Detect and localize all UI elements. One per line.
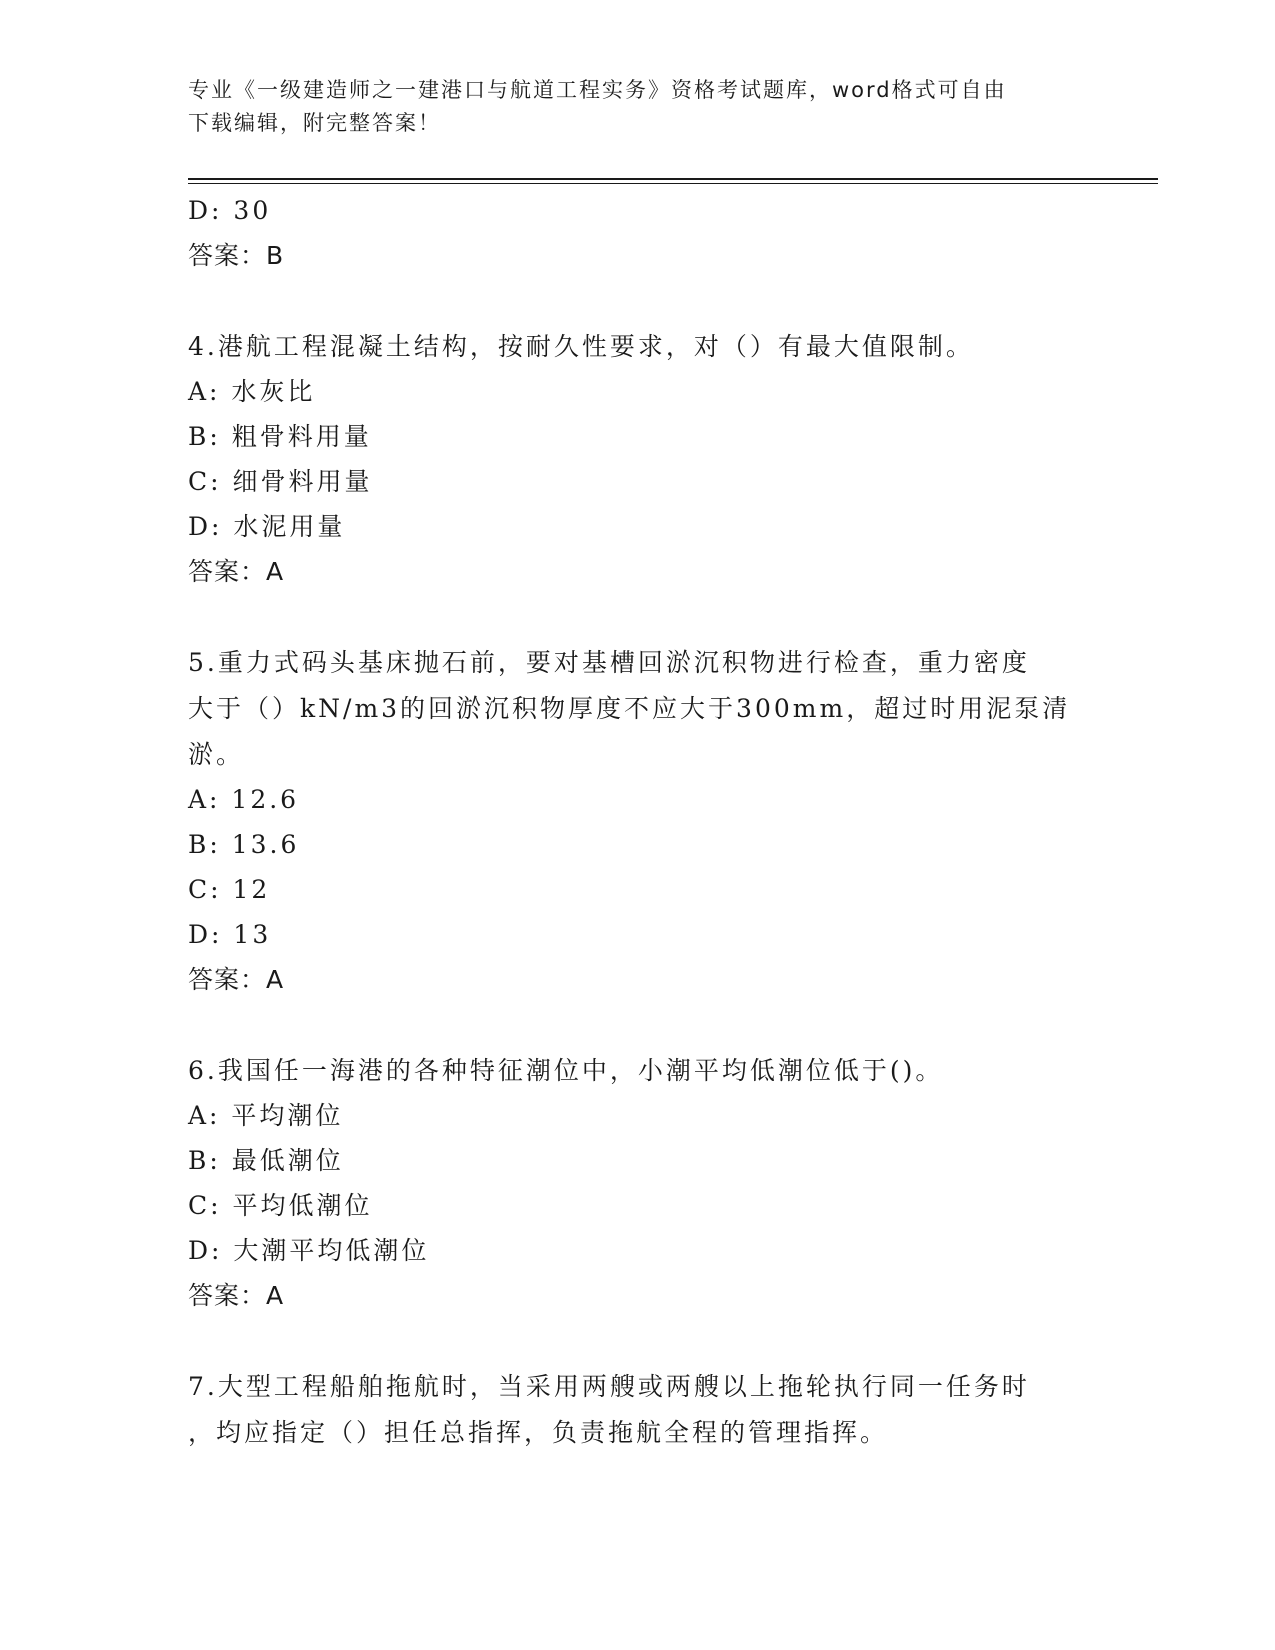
question-stem: 6.我国任一海港的各种特征潮位中，小潮平均低潮位低于()。 [188,1056,944,1085]
question-stem-line: 大于（）kN/m3的回淤沉积物厚度不应大于300mm，超过时用泥泵清 [188,694,1071,723]
question-stem-line: 5.重力式码头基床抛石前，要对基槽回淤沉积物进行检查，重力密度 [188,648,1030,677]
header-divider-thin [188,183,1158,184]
option-a: A: 12.6 [188,785,300,814]
answer: 答案：A [188,1281,285,1310]
question-list [188,188,1071,1456]
option-b: B: 13.6 [188,830,300,859]
option-d: D: 水泥用量 [188,512,346,541]
question-7 [188,1364,1068,1456]
spacer [188,278,1068,324]
option-d: D: 30 [188,196,272,225]
question-4 [188,324,1068,594]
option-a: A: 水灰比 [188,377,316,406]
question-6 [188,1048,1068,1318]
header-line-1: 专业《一级建造师之一建港口与航道工程实务》资格考试题库，word格式可自由 [188,78,1007,102]
header-divider [188,178,1158,180]
option-b: B: 最低潮位 [188,1146,344,1175]
spacer [188,1318,1068,1364]
spacer [188,1002,1068,1048]
option-c: C: 细骨料用量 [188,467,373,496]
question-5 [188,640,1071,1002]
header-line-2: 下载编辑，附完整答案！ [188,111,441,135]
option-a: A: 平均潮位 [188,1101,344,1130]
answer: 答案：B [188,241,285,270]
answer: 答案：A [188,965,285,994]
option-c: C: 12 [188,875,271,904]
option-d: D: 13 [188,920,272,949]
question-stem-line: 淤。 [188,740,245,769]
option-b: B: 粗骨料用量 [188,422,372,451]
answer: 答案：A [188,557,285,586]
document-header [188,74,1088,140]
option-d: D: 大潮平均低潮位 [188,1236,430,1265]
question-stem: 4.港航工程混凝土结构，按耐久性要求，对（）有最大值限制。 [188,332,974,361]
question-stem-line: ，均应指定（）担任总指挥，负责拖航全程的管理指挥。 [188,1418,889,1447]
spacer [188,594,1068,640]
question-stem-line: 7.大型工程船舶拖航时，当采用两艘或两艘以上拖轮执行同一任务时 [188,1372,1030,1401]
option-c: C: 平均低潮位 [188,1191,373,1220]
